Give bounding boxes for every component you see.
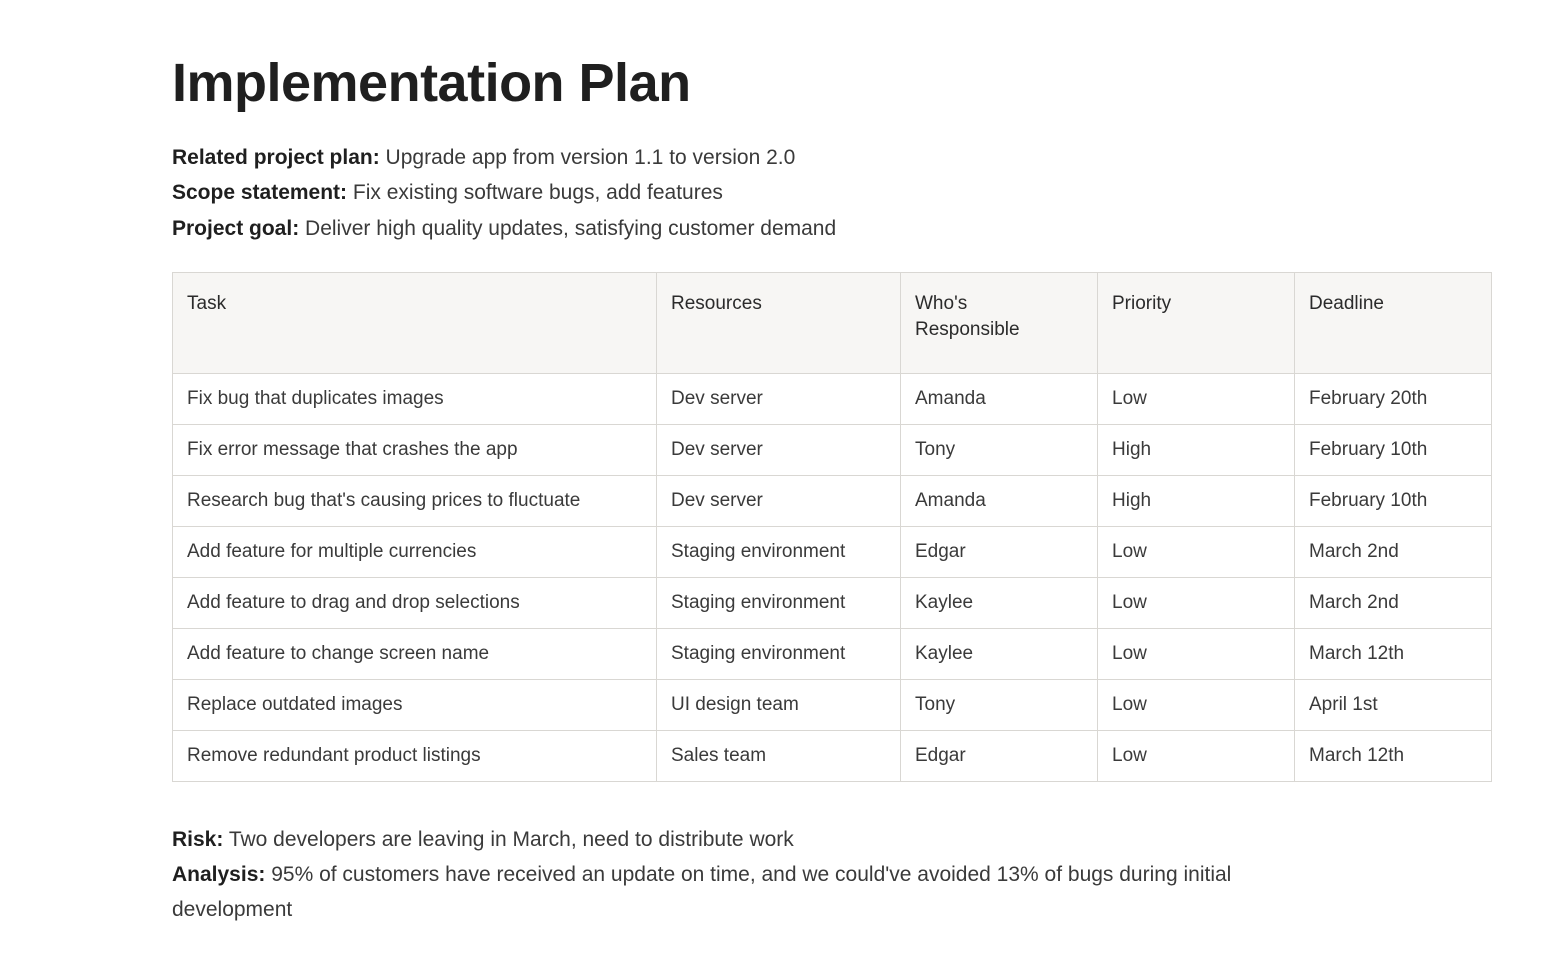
- cell-priority: Low: [1098, 628, 1295, 679]
- cell-deadline: February 10th: [1295, 475, 1492, 526]
- cell-resources: Staging environment: [657, 628, 901, 679]
- cell-task: Add feature to change screen name: [173, 628, 657, 679]
- cell-task: Fix error message that crashes the app: [173, 424, 657, 475]
- column-header-priority: Priority: [1098, 272, 1295, 373]
- cell-who: Edgar: [901, 730, 1098, 781]
- meta-label-related-project-plan: Related project plan:: [172, 146, 380, 170]
- project-meta: [172, 140, 1432, 246]
- note-value-risk: Two developers are leaving in March, need to distribute work: [228, 827, 794, 851]
- cell-deadline: February 20th: [1295, 373, 1492, 424]
- cell-task: Research bug that's causing prices to fluctuate: [173, 475, 657, 526]
- cell-resources: UI design team: [657, 679, 901, 730]
- cell-deadline: March 12th: [1295, 730, 1492, 781]
- cell-deadline: February 10th: [1295, 424, 1492, 475]
- cell-priority: Low: [1098, 730, 1295, 781]
- document-notes: [172, 822, 1232, 928]
- meta-project-goal: [172, 211, 1432, 246]
- cell-who: Tony: [901, 424, 1098, 475]
- cell-deadline: April 1st: [1295, 679, 1492, 730]
- table-row: [173, 577, 1492, 628]
- implementation-plan-table: [172, 272, 1492, 782]
- meta-label-scope-statement: Scope statement:: [172, 181, 348, 205]
- cell-task: Replace outdated images: [173, 679, 657, 730]
- column-header-who-responsible: [901, 272, 1098, 373]
- note-analysis: [172, 857, 1232, 928]
- cell-resources: Dev server: [657, 475, 901, 526]
- table-header-row: [173, 272, 1492, 373]
- meta-label-project-goal: Project goal:: [172, 216, 300, 240]
- note-risk: [172, 822, 1232, 857]
- note-value-analysis: 95% of customers have received an update on time, and we could've avoided 13% of bugs during initial development: [172, 863, 1232, 922]
- cell-resources: Dev server: [657, 424, 901, 475]
- meta-related-project-plan: [172, 140, 1432, 175]
- cell-deadline: March 2nd: [1295, 526, 1492, 577]
- cell-priority: High: [1098, 475, 1295, 526]
- table-row: [173, 526, 1492, 577]
- cell-deadline: March 2nd: [1295, 577, 1492, 628]
- cell-priority: Low: [1098, 526, 1295, 577]
- column-header-resources: Resources: [657, 272, 901, 373]
- page-title: Implementation Plan: [172, 53, 691, 113]
- cell-priority: Low: [1098, 373, 1295, 424]
- cell-priority: Low: [1098, 679, 1295, 730]
- table-row: [173, 373, 1492, 424]
- meta-scope-statement: [172, 175, 1432, 210]
- table-row: [173, 475, 1492, 526]
- cell-who: Edgar: [901, 526, 1098, 577]
- table-header: [173, 272, 1492, 373]
- column-header-who-line1: Who's: [915, 292, 968, 314]
- table-row: [173, 424, 1492, 475]
- cell-task: Fix bug that duplicates images: [173, 373, 657, 424]
- cell-priority: High: [1098, 424, 1295, 475]
- cell-who: Kaylee: [901, 577, 1098, 628]
- cell-who: Amanda: [901, 475, 1098, 526]
- meta-value-project-goal: Deliver high quality updates, satisfying customer demand: [305, 216, 837, 240]
- table-row: [173, 730, 1492, 781]
- column-header-who-line2: Responsible: [915, 318, 1020, 340]
- cell-who: Tony: [901, 679, 1098, 730]
- table-body: [173, 373, 1492, 781]
- note-label-analysis: Analysis:: [172, 863, 266, 887]
- cell-resources: Sales team: [657, 730, 901, 781]
- meta-value-related-project-plan: Upgrade app from version 1.1 to version 2.0: [385, 146, 796, 170]
- table-row: [173, 679, 1492, 730]
- meta-value-scope-statement: Fix existing software bugs, add features: [352, 181, 723, 205]
- cell-resources: Staging environment: [657, 526, 901, 577]
- column-header-task: Task: [173, 272, 657, 373]
- column-header-deadline: Deadline: [1295, 272, 1492, 373]
- cell-task: Add feature for multiple currencies: [173, 526, 657, 577]
- cell-deadline: March 12th: [1295, 628, 1492, 679]
- cell-task: Remove redundant product listings: [173, 730, 657, 781]
- cell-resources: Staging environment: [657, 577, 901, 628]
- note-label-risk: Risk:: [172, 827, 224, 851]
- cell-who: Kaylee: [901, 628, 1098, 679]
- table-row: [173, 628, 1492, 679]
- cell-who: Amanda: [901, 373, 1098, 424]
- cell-task: Add feature to drag and drop selections: [173, 577, 657, 628]
- cell-priority: Low: [1098, 577, 1295, 628]
- cell-resources: Dev server: [657, 373, 901, 424]
